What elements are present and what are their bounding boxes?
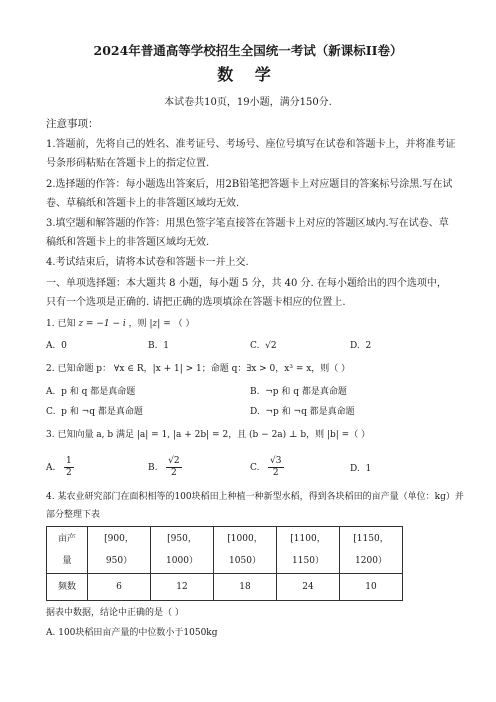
q3-option-d: D. 1	[350, 464, 372, 474]
q3-option-c: C. $\frac{√3}{2}$	[250, 456, 282, 478]
note-3b: 稿纸和答题卡上的非答题区域均无效.	[46, 237, 210, 248]
q3-option-a-fraction: $\frac{1}{2}$	[65, 456, 72, 478]
question-2-stem: 2. 已知命题 p： ∀x ∈ R，|x + 1| > 1；命题 q：∃x > 0，x³ = x，则（ ）	[46, 364, 351, 374]
q1-answer-paren: （ ）	[173, 319, 195, 329]
q1-abs: |z|	[149, 319, 161, 329]
question-4-after-table: 据表中数据，结论中正确的是（ ）	[46, 608, 184, 618]
note-2a: 2.选择题的作答：每小题选出答案后，用2B铅笔把答题卡上对应题目的答案标号涂黑.写在试	[46, 179, 453, 190]
table-cell: [950， 1000）	[151, 527, 214, 574]
q1-option-d: D. 2	[350, 341, 372, 351]
q1-option-a: A. 0	[46, 341, 67, 351]
note-1b: 号条形码粘贴在答题卡上的指定位置.	[46, 158, 210, 169]
q1-option-b: B. 1	[148, 341, 169, 351]
table-cell: 18	[214, 574, 277, 601]
q3-option-a: A. $\frac{1}{2}$	[46, 456, 72, 478]
subject-title: 数 学	[217, 65, 279, 84]
table-cell: [900， 950）	[88, 527, 151, 574]
table-cell: 6	[88, 574, 151, 601]
exam-info: 本试卷共10页，19小题，满分150分.	[164, 97, 332, 108]
exam-title: 2024年普通高等学校招生全国统一考试（新课标II卷）	[93, 43, 403, 58]
note-4: 4.考试结束后，请将本试卷和答题卡一并上交.	[46, 257, 249, 268]
table-cell: [1000， 1050）	[214, 527, 277, 574]
q1-option-c: C. √2	[250, 341, 277, 351]
note-3a: 3.填空题和解答题的作答：用黑色签字笔直接答在答题卡上对应的答题区域内.写在试卷、草	[46, 218, 449, 229]
q2-option-d: D. ¬p 和 ¬q 都是真命题	[250, 407, 355, 417]
table-cell: 亩产 量	[47, 527, 88, 574]
q1-equals: =	[163, 319, 171, 329]
q1-stem-prefix: 1. 已知	[46, 319, 76, 329]
q1-stem-mid: ，则	[128, 319, 147, 329]
table-cell: [1100， 1150）	[277, 527, 340, 574]
table-cell: 频数	[47, 574, 88, 601]
notes-heading: 注意事项：	[46, 118, 99, 130]
table-cell: 24	[277, 574, 340, 601]
table-row	[47, 527, 403, 574]
q3-option-b-fraction: $\frac{√2}{2}$	[168, 456, 180, 478]
note-2b: 卷、草稿纸和答题卡上的非答题区域均无效.	[46, 198, 240, 209]
table-row	[47, 574, 403, 601]
q2-option-a: A. p 和 q 都是真命题	[46, 387, 136, 397]
question-3-stem: 3. 已知向量 a, b 满足 |a| = 1, |a + 2b| = 2，且 (b − 2a) ⊥ b，则 |b| =（ ）	[46, 430, 371, 440]
note-1a: 1.答题前，先将自己的姓名、准考证号、考场号、座位号填写在试卷和答题卡上，并将准考证	[46, 139, 456, 150]
table-cell: [1150， 1200）	[340, 527, 403, 574]
question-4-stem-a: 4. 某农业研究部门在面积相等的100块稻田上种植一种新型水稻，得到各块稻田的亩产量（单位：kg）并	[46, 492, 464, 502]
table-cell: 12	[151, 574, 214, 601]
q4-option-a: A. 100块稻田亩产量的中位数小于1050kg	[46, 628, 218, 638]
question-4-stem-b: 部分整理下表	[46, 510, 101, 520]
q2-option-b: B. ¬p 和 q 都是真命题	[250, 387, 347, 397]
table-cell: 10	[340, 574, 403, 601]
section-1-line-1: 一、单项选择题：本大题共 8 小题，每小题 5 分，共 40 分. 在每小题给出的四个选项中，	[46, 278, 447, 289]
question-1-stem	[46, 317, 195, 331]
q2-option-c: C. p 和 ¬q 都是真命题	[46, 407, 143, 417]
q1-expression: z = −1 − i	[78, 319, 126, 329]
q3-option-b: B. $\frac{√2}{2}$	[148, 456, 180, 478]
section-1-line-2: 只有一个选项是正确的. 请把正确的选项填涂在答题卡相应的位置上.	[46, 297, 346, 308]
yield-frequency-table	[46, 526, 403, 601]
q3-option-c-fraction: $\frac{√3}{2}$	[270, 456, 282, 478]
